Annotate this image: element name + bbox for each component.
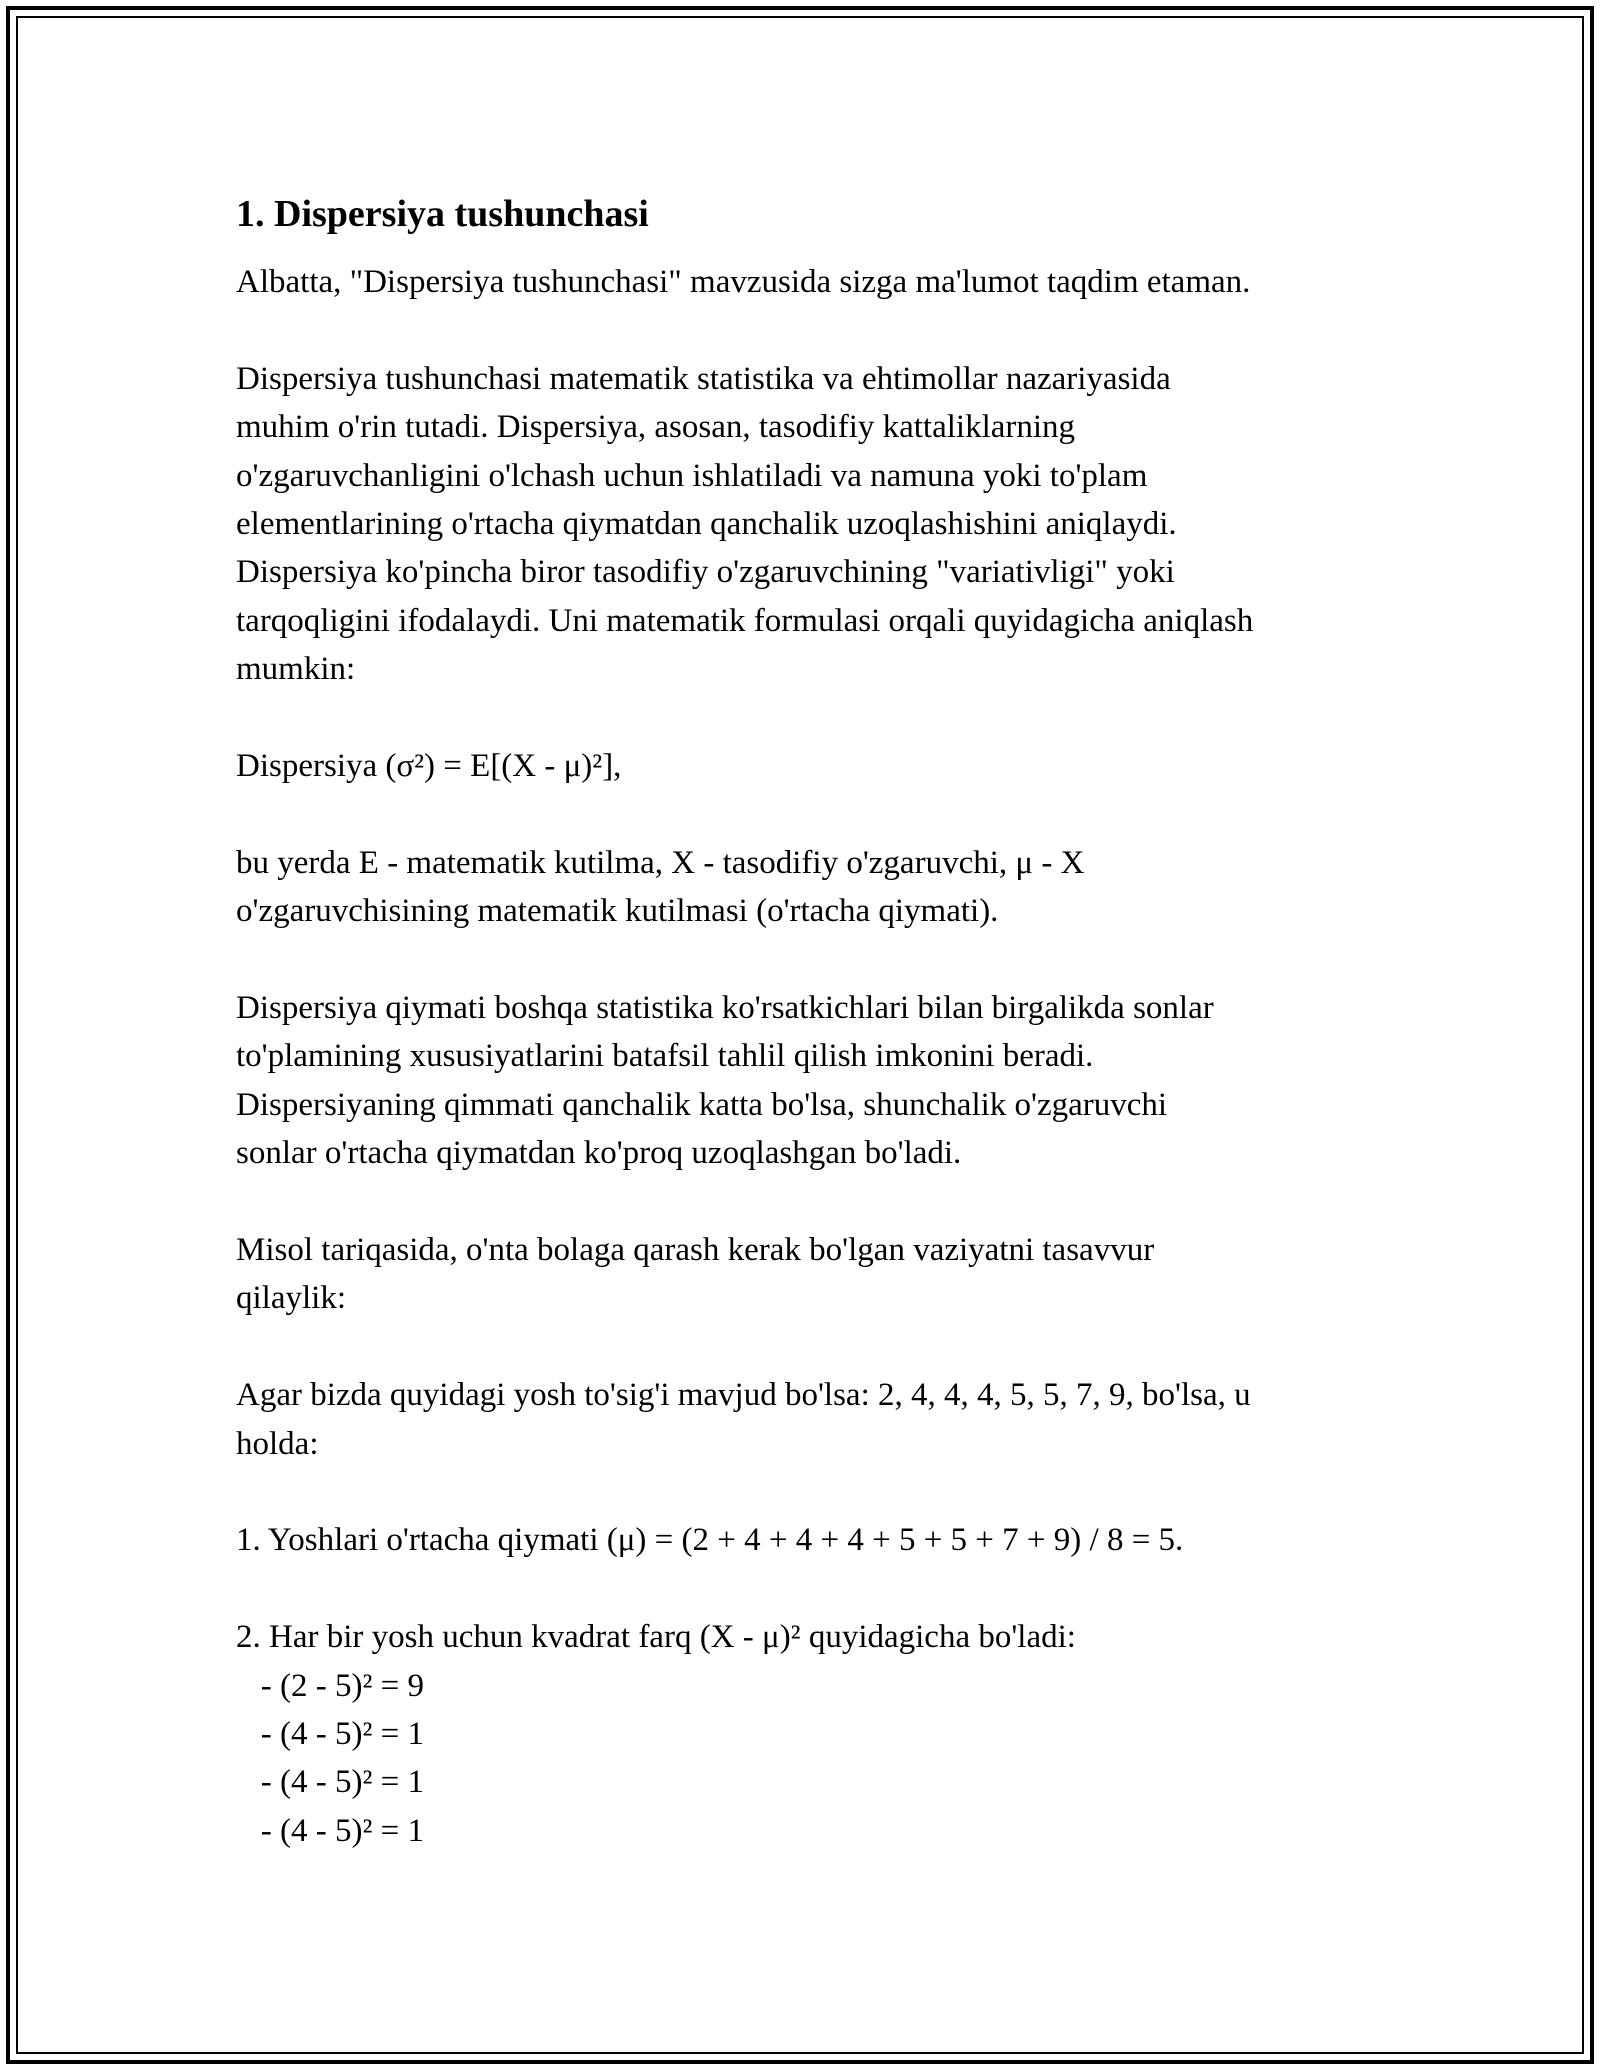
step-2-heading: 2. Har bir yosh uchun kvadrat farq (X - μ)² quyidagicha bo'ladi:	[236, 1619, 1076, 1656]
formula-line: Dispersiya (σ²) = E[(X - μ)²],	[236, 748, 622, 785]
squared-diff-item: - (4 - 5)² = 1	[236, 1812, 424, 1849]
example-intro: Misol tariqasida, o'nta bolaga qarash kerak bo'lgan vaziyatni tasavvur qilaylik:	[236, 1232, 1155, 1317]
formula-explanation: bu yerda E - matematik kutilma, X - tasodifiy o'zgaruvchi, μ - X o'zgaruvchisining matematik kutilmasi (o'rtacha qiymati).	[236, 844, 1085, 930]
document-body	[236, 190, 1376, 1855]
squared-diff-item: - (4 - 5)² = 1	[236, 1764, 424, 1801]
intro-paragraph: Albatta, "Dispersiya tushunchasi" mavzusida sizga ma'lumot taqdim etaman.	[236, 264, 1251, 300]
squared-diff-item: - (2 - 5)² = 9	[236, 1667, 424, 1704]
interpretation-paragraph: Dispersiya qiymati boshqa statistika ko'rsatkichlari bilan birgalikda sonlar to'plamining xususiyatlarini batafsil tahlil qilish imkonini beradi. Dispersiyaning qimmati qanchalik katta bo'lsa, shunchalik o'zgaruvchi sonlar o'rtacha qiymatdan ko'proq uzoqlashgan bo'ladi.	[236, 990, 1214, 1172]
definition-paragraph: Dispersiya tushunchasi matematik statistika va ehtimollar nazariyasida muhim o'rin tutadi. Dispersiya, asosan, tasodifiy kattaliklarning o'zgaruvchanligini o'lchash uchun ishlatiladi va namuna yoki to'plam elementlarining o'rtacha qiymatdan qanchalik uzoqlashishini aniqlaydi. Dispersiya ko'pincha biror tasodifiy o'zgaruvchining "variativligi" yoki tarqoqligini ifodalaydi. Uni matematik formulasi orqali quyidagicha aniqlash mumkin:	[236, 360, 1254, 688]
section-heading: 1. Dispersiya tushunchasi	[236, 193, 649, 235]
example-data: Agar bizda quyidagi yosh to'sig'i mavjud bo'lsa: 2, 4, 4, 4, 5, 5, 7, 9, bo'lsa, u holda:	[236, 1377, 1251, 1462]
step-1-mean: 1. Yoshlari o'rtacha qiymati (μ) = (2 + 4 + 4 + 4 + 5 + 5 + 7 + 9) / 8 = 5.	[236, 1522, 1184, 1559]
squared-diff-item: - (4 - 5)² = 1	[236, 1716, 424, 1753]
